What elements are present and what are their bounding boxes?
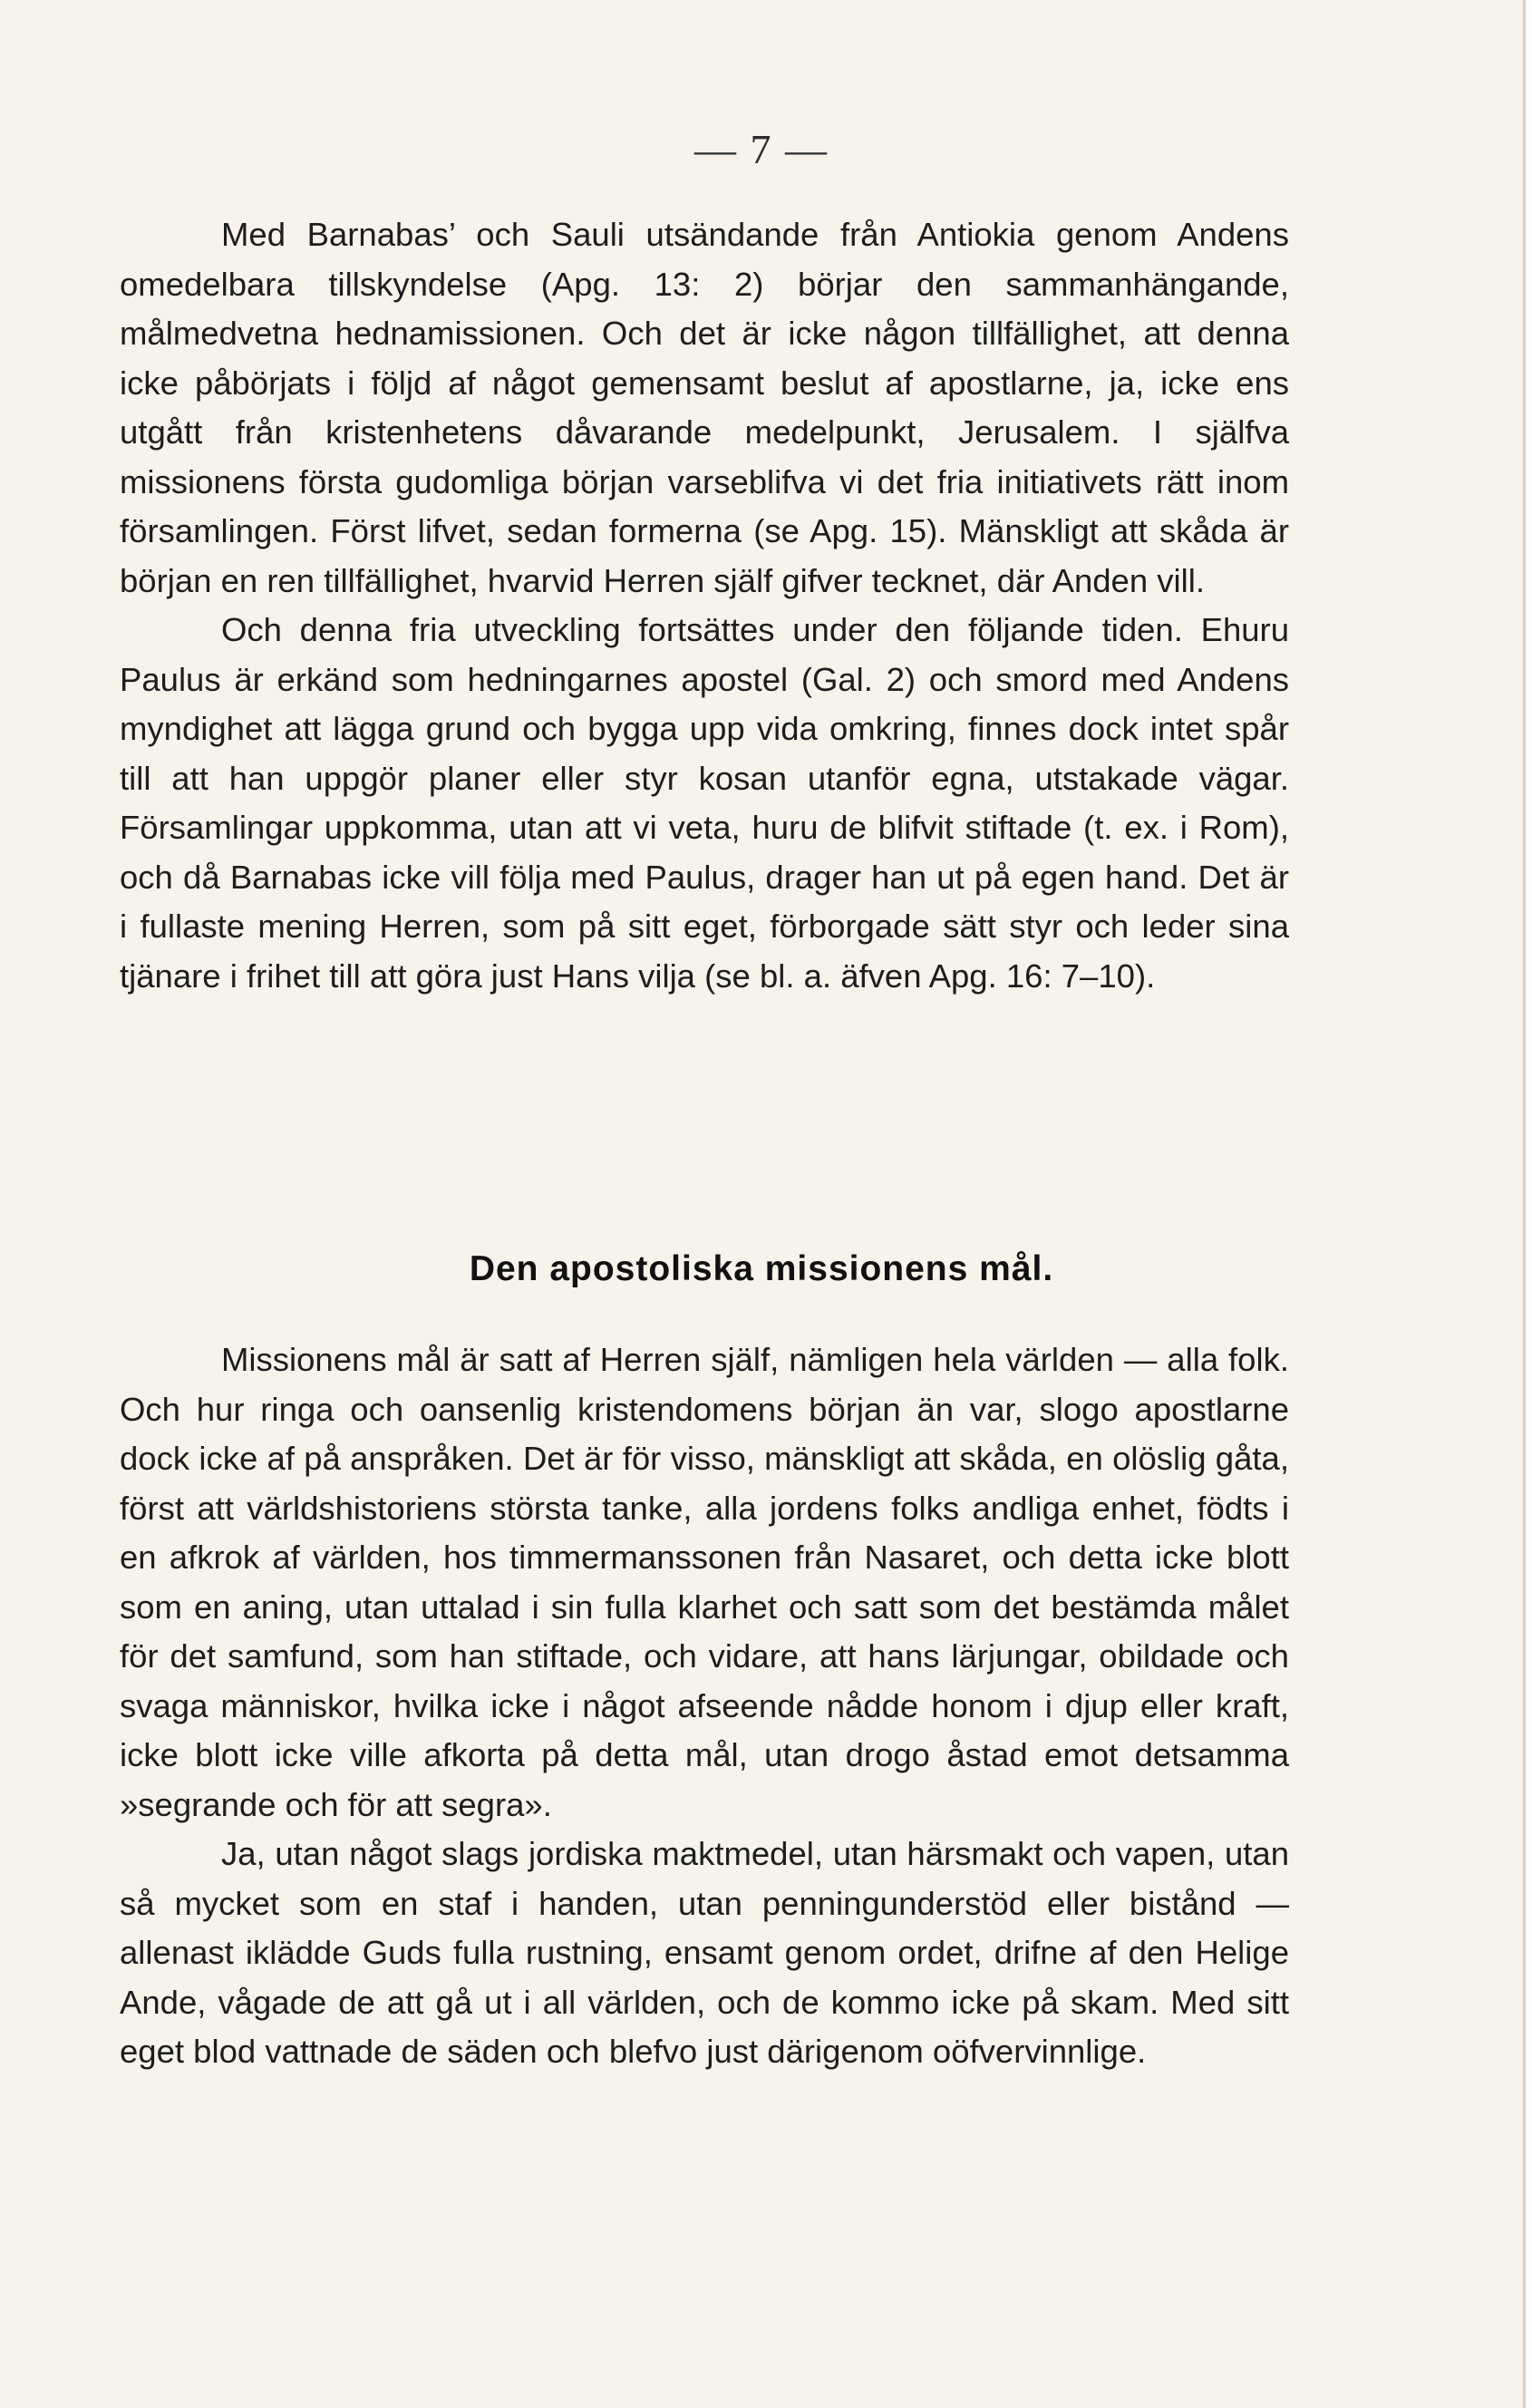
- section-2-body: [120, 1335, 1289, 2077]
- paragraph: Och denna fria utveckling fortsättes under den följande tiden. Ehuru Paulus är erkänd som hedningarnes apostel (Gal. 2) och smord med Andens myndighet att lägga grund och bygga upp vida omkring, finnes dock intet spår till att han uppgör planer eller styr kosan utanför egna, utstakade vägar. Församlingar uppkomma, utan att vi veta, huru de blifvit stiftade (t. ex. i Rom), och då Barnabas icke vill följa med Paulus, drager han ut på egen hand. Det är i fullaste mening Herren, som på sitt eget, förborgade sätt styr och leder sina tjänare i frihet till att göra just Hans vilja (se bl. a. äfven Apg. 16: 7–10).: [120, 611, 1289, 995]
- paragraph: Ja, utan något slags jordiska maktmedel, utan härsmakt och vapen, utan så mycket som en staf i handen, utan penningunderstöd eller bistånd — allenast iklädde Guds fulla rustning, ensamt genom ordet, drifne af den Helige Ande, vågade de att gå ut i all världen, och de kommo icke på skam. Med sitt eget blod vattnade de säden och blefvo just därigenom oöfvervinnlige.: [120, 1835, 1289, 2070]
- page-number: — 7 —: [694, 126, 829, 172]
- section-heading: Den apostoliska missionens mål.: [469, 1249, 1054, 1288]
- section-1-body: [120, 210, 1289, 1001]
- paragraph: Med Barnabas’ och Sauli utsändande från Antiokia genom Andens omedelbara tillskyndelse (Apg. 13: 2) börjar den sammanhängande, målmedvetna hednamissionen. Och det är icke någon tillfällighet, att denna icke påbörjats i följd af något gemensamt beslut af apostlarne, ja, icke ens utgått från kristenhetens dåvarande medelpunkt, Jerusalem. I själfva missionens första gudomliga början varseblifva vi det fria initiativets rätt inom församlingen. Först lifvet, sedan formerna (se Apg. 15). Mänskligt att skåda är början en ren tillfällighet, hvarvid Herren själf gifver tecknet, där Anden vill.: [120, 216, 1289, 599]
- paragraph: Missionens mål är satt af Herren själf, nämligen hela världen — alla folk. Och hur ringa och oansenlig kristendomens början än var, slogo apostlarne dock icke af på anspråken. Det är för visso, mänskligt att skåda, en olöslig gåta, först att världshistoriens största tanke, alla jordens folks andliga enhet, födts i en afkrok af världen, hos timmermanssonen från Nasaret, och detta icke blott som en aning, utan uttalad i sin fulla klarhet och satt som det bestämda målet för det samfund, som han stiftade, och vidare, att hans lärjungar, obildade och svaga människor, hvilka icke i något afseende nådde honom i djup eller kraft, icke blott icke ville afkorta på detta mål, utan drogo åstad emot detsamma »segrande och för att segra».: [120, 1341, 1289, 1823]
